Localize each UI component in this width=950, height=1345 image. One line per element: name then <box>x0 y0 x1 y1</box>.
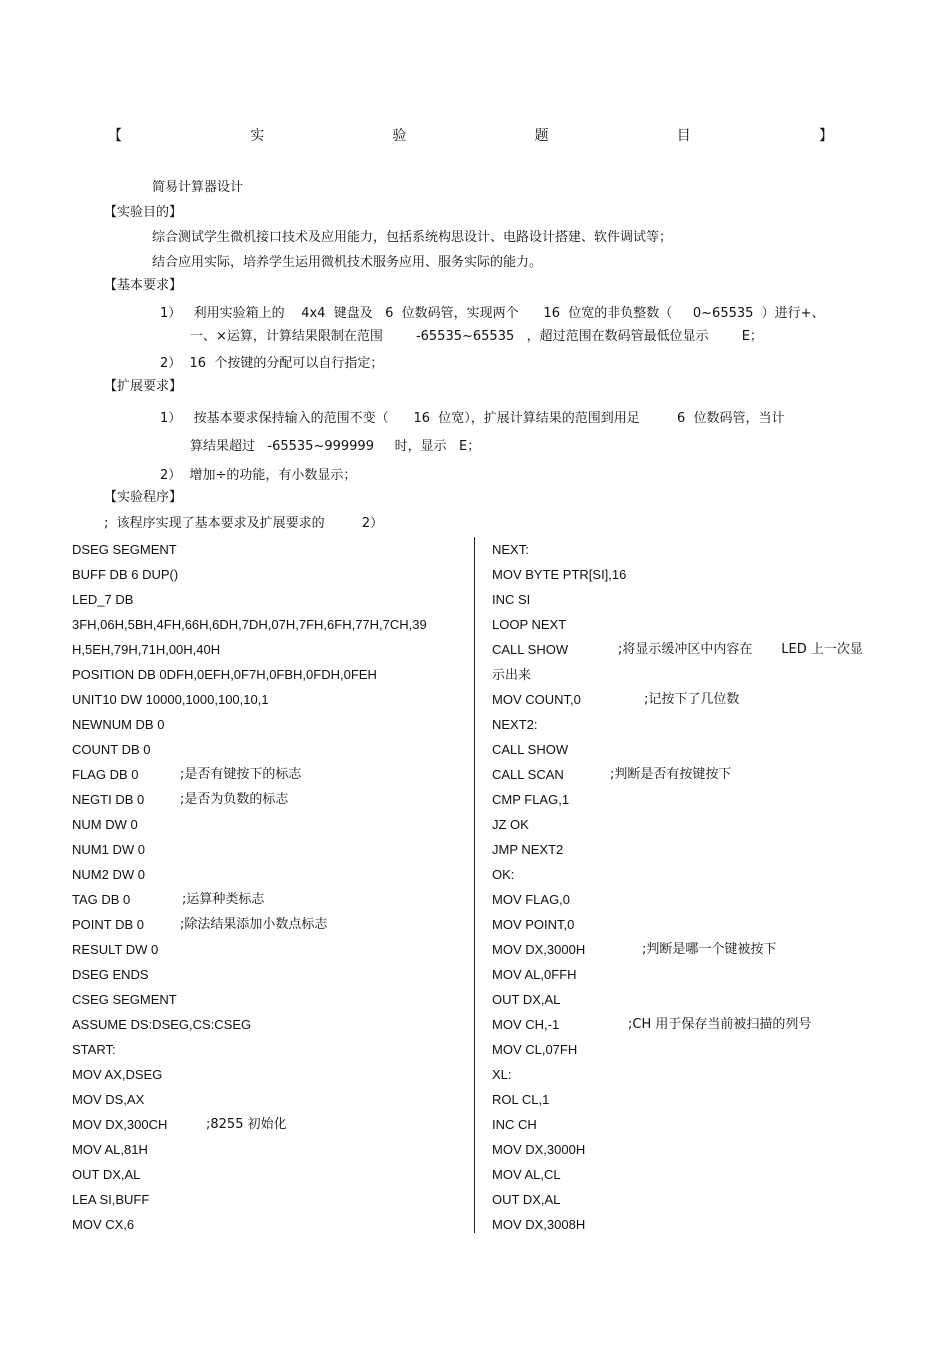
code-line <box>72 1165 467 1190</box>
code-text: NUM1 DW 0 <box>72 842 145 857</box>
code-line <box>72 865 467 890</box>
code-text: DSEG SEGMENT <box>72 542 177 557</box>
code-text: MOV CL,07FH <box>492 1042 578 1057</box>
code-column-right <box>492 540 892 1240</box>
code-line <box>492 640 892 665</box>
code-line <box>492 1040 892 1065</box>
code-text: INC CH <box>492 1117 537 1132</box>
code-text: LOOP NEXT <box>492 617 567 632</box>
code-text: NEWNUM DB 0 <box>72 717 165 732</box>
code-text: UNIT10 DW 10000,1000,100,10,1 <box>72 692 269 707</box>
code-comment: ;判断是否有按键按下 <box>610 767 732 782</box>
code-text: MOV DS,AX <box>72 1092 145 1107</box>
code-text: ROL CL,1 <box>492 1092 550 1107</box>
code-text: JMP NEXT2 <box>492 842 564 857</box>
code-comment: ;除法结果添加小数点标志 <box>180 917 328 932</box>
ext-item: 1） 按基本要求保持输入的范围不变（ 16 位宽），扩展计算结果的范围到用足 6 位数码管，当计 <box>160 411 785 426</box>
code-line <box>72 615 467 640</box>
code-text: 示出来 <box>492 667 532 682</box>
code-text: JZ OK <box>492 817 529 832</box>
code-comment: ;是否为负数的标志 <box>180 792 289 807</box>
purpose-heading: 【实验目的】 <box>104 205 183 220</box>
subject-text: 简易计算器设计 <box>152 180 244 195</box>
code-line <box>492 1215 892 1240</box>
code-line <box>492 765 892 790</box>
code-text: NUM2 DW 0 <box>72 867 145 882</box>
code-text: MOV COUNT,0 <box>492 692 581 707</box>
basic-item: 1） 利用实验箱上的 4x4 键盘及 6 位数码管，实现两个 16 位宽的非负整数（ 0~65535 ）进行+、 <box>160 306 825 321</box>
code-line <box>72 990 467 1015</box>
code-line <box>492 1065 892 1090</box>
code-text: START: <box>72 1042 116 1057</box>
code-text: NEGTI DB 0 <box>72 792 145 807</box>
code-line <box>72 565 467 590</box>
code-line <box>72 1115 467 1140</box>
purpose-line: 综合测试学生微机接口技术及应用能力，包括系统构思设计、电路设计搭建、软件调试等； <box>152 230 673 245</box>
code-line <box>492 1015 892 1040</box>
code-text: MOV DX,3000H <box>492 942 586 957</box>
code-comment: ;8255 初始化 <box>206 1117 287 1132</box>
code-text: NEXT2: <box>492 717 538 732</box>
code-text: CALL SCAN <box>492 767 564 782</box>
code-text: LEA SI,BUFF <box>72 1192 150 1207</box>
code-line <box>72 915 467 940</box>
code-line <box>72 815 467 840</box>
code-line <box>72 1190 467 1215</box>
code-text: MOV CH,-1 <box>492 1017 560 1032</box>
code-line <box>492 665 892 690</box>
code-text: BUFF DB 6 DUP() <box>72 567 179 582</box>
code-line <box>492 1140 892 1165</box>
code-text: MOV FLAG,0 <box>492 892 571 907</box>
code-line <box>72 690 467 715</box>
code-text: MOV BYTE PTR[SI],16 <box>492 567 627 582</box>
title-char: 实 <box>250 128 265 144</box>
ext-item: 2） 增加÷的功能，有小数显示； <box>160 468 357 483</box>
ext-item: 算结果超过 -65535~999999 时，显示 E； <box>190 439 481 454</box>
code-comment: ;是否有键按下的标志 <box>180 767 302 782</box>
code-text: POSITION DB 0DFH,0EFH,0F7H,0FBH,0FDH,0FEH <box>72 667 377 682</box>
code-line <box>492 890 892 915</box>
code-line <box>492 840 892 865</box>
code-text: 3FH,06H,5BH,4FH,66H,6DH,7DH,07H,7FH,6FH,77H,7CH,39 <box>72 617 427 632</box>
code-line <box>72 840 467 865</box>
code-text: RESULT DW 0 <box>72 942 159 957</box>
code-text: FLAG DB 0 <box>72 767 139 782</box>
title-char: 验 <box>392 128 407 144</box>
title-char: 【 <box>108 128 122 144</box>
code-line <box>72 1065 467 1090</box>
code-text: MOV AX,DSEG <box>72 1067 163 1082</box>
code-line <box>492 1115 892 1140</box>
code-text: DSEG ENDS <box>72 967 149 982</box>
code-line <box>72 1090 467 1115</box>
code-text: MOV AL,81H <box>72 1142 148 1157</box>
title-char: 目 <box>676 128 691 144</box>
code-line <box>492 940 892 965</box>
code-line <box>72 715 467 740</box>
code-line <box>492 1190 892 1215</box>
code-line <box>72 890 467 915</box>
code-line <box>72 540 467 565</box>
ext-heading: 【扩展要求】 <box>104 379 183 394</box>
code-line <box>492 1165 892 1190</box>
code-column-left <box>72 540 467 1240</box>
code-comment: ;记按下了几位数 <box>644 692 740 707</box>
code-text: MOV DX,3000H <box>492 1142 586 1157</box>
code-line <box>72 965 467 990</box>
code-line <box>72 740 467 765</box>
code-line <box>72 1015 467 1040</box>
code-line <box>72 765 467 790</box>
code-line <box>492 815 892 840</box>
code-line <box>72 1215 467 1240</box>
code-line <box>72 790 467 815</box>
code-comment: ;运算种类标志 <box>182 892 265 907</box>
code-line <box>72 1140 467 1165</box>
code-text: ASSUME DS:DSEG,CS:CSEG <box>72 1017 252 1032</box>
code-line <box>492 865 892 890</box>
code-text: OK: <box>492 867 515 882</box>
code-line <box>492 790 892 815</box>
code-text: POINT DB 0 <box>72 917 145 932</box>
column-divider <box>474 537 475 1233</box>
code-text: MOV AL,CL <box>492 1167 561 1182</box>
code-text: MOV DX,3008H <box>492 1217 586 1232</box>
code-text: CSEG SEGMENT <box>72 992 177 1007</box>
code-text: MOV AL,0FFH <box>492 967 577 982</box>
code-text: INC SI <box>492 592 531 607</box>
code-line <box>492 990 892 1015</box>
code-text: MOV DX,300CH <box>72 1117 168 1132</box>
code-text: MOV CX,6 <box>72 1217 135 1232</box>
purpose-line: 结合应用实际，培养学生运用微机技术服务应用、服务实际的能力。 <box>152 255 543 270</box>
code-line <box>492 740 892 765</box>
code-text: NEXT: <box>492 542 529 557</box>
code-line <box>72 590 467 615</box>
code-line <box>492 690 892 715</box>
code-line <box>72 640 467 665</box>
page-title <box>108 125 833 143</box>
title-char: 题 <box>534 128 549 144</box>
code-line <box>492 915 892 940</box>
code-text: CMP FLAG,1 <box>492 792 570 807</box>
code-comment: ;CH 用于保存当前被扫描的列号 <box>628 1017 812 1032</box>
program-note: ; 该程序实现了基本要求及扩展要求的 2） <box>104 516 384 531</box>
code-text: COUNT DB 0 <box>72 742 151 757</box>
code-line <box>492 540 892 565</box>
title-char: 】 <box>818 128 833 144</box>
code-line <box>492 1090 892 1115</box>
code-text: XL: <box>492 1067 512 1082</box>
basic-heading: 【基本要求】 <box>104 278 183 293</box>
code-line <box>72 940 467 965</box>
code-comment: ;判断是哪一个键被按下 <box>642 942 777 957</box>
code-line <box>492 565 892 590</box>
basic-item: 一、×运算，计算结果限制在范围 -65535~65535 ，超过范围在数码管最低位显示 E； <box>190 329 763 344</box>
code-text: CALL SHOW <box>492 642 569 657</box>
code-text: OUT DX,AL <box>72 1167 141 1182</box>
code-text: LED_7 DB <box>72 592 134 607</box>
code-line <box>492 615 892 640</box>
basic-item: 2） 16 个按键的分配可以自行指定； <box>160 356 384 371</box>
code-text: OUT DX,AL <box>492 1192 561 1207</box>
program-heading: 【实验程序】 <box>104 490 183 505</box>
code-text: TAG DB 0 <box>72 892 131 907</box>
code-line <box>72 665 467 690</box>
code-comment: ;将显示缓冲区中内容在 LED 上一次显 <box>618 642 863 657</box>
code-line <box>72 1040 467 1065</box>
code-text: OUT DX,AL <box>492 992 561 1007</box>
code-line <box>492 965 892 990</box>
code-text: NUM DW 0 <box>72 817 138 832</box>
code-line <box>492 715 892 740</box>
code-line <box>492 590 892 615</box>
code-text: H,5EH,79H,71H,00H,40H <box>72 642 221 657</box>
code-text: MOV POINT,0 <box>492 917 575 932</box>
code-text: CALL SHOW <box>492 742 569 757</box>
